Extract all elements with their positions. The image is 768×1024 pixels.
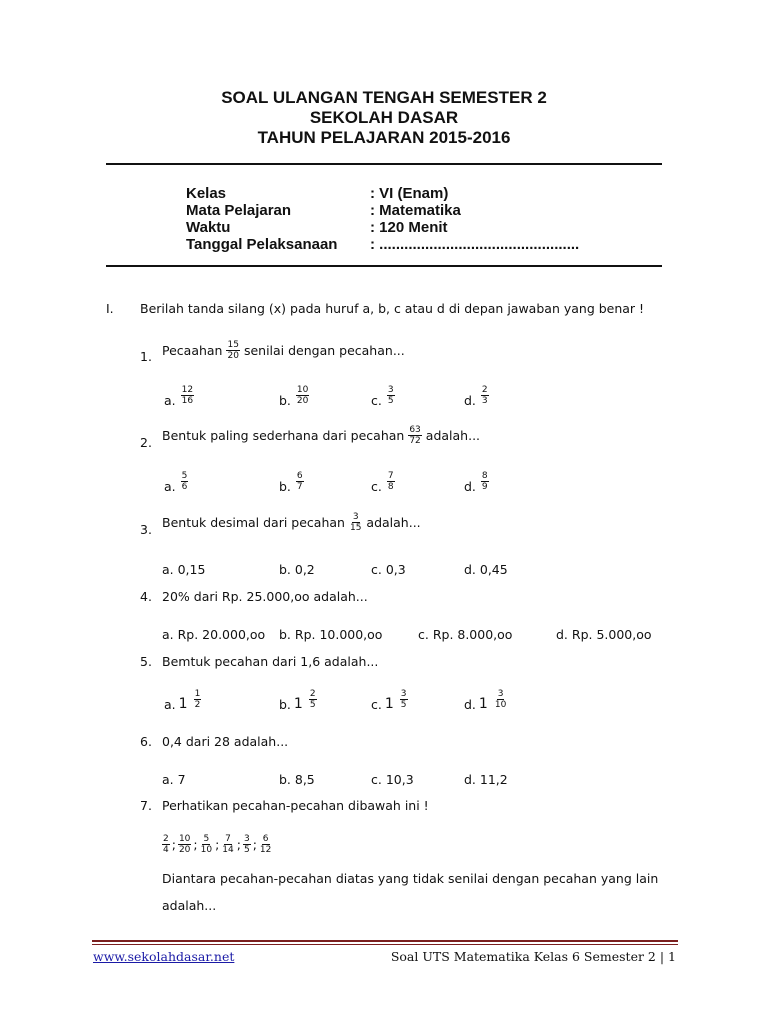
q7-separator: ; [236, 837, 241, 852]
q7-fraction-2: $\frac{10}{20}$ [178, 834, 191, 855]
info-label-waktu: Waktu [186, 219, 231, 236]
q1-post: senilai dengan pecahan... [243, 343, 405, 358]
q3-option-c[interactable]: c. 0,3 [371, 562, 406, 577]
q5-text: Bemtuk pecahan dari 1,6 adalah... [162, 654, 379, 669]
q1-option-b[interactable]: b. $\frac{10}{20}$ [279, 385, 309, 408]
q3-text [162, 512, 421, 533]
q6-number: 6. [140, 734, 152, 749]
q5-option-a[interactable]: a. 1 $\frac{1}{2}$ [164, 689, 201, 712]
q7-fraction-5: $\frac{3}{5}$ [243, 834, 250, 855]
footer-page-info: Soal UTS Matematika Kelas 6 Semester 2 | 1 [390, 949, 676, 964]
q7-separator: ; [215, 837, 220, 852]
footer-rule-thin [92, 944, 678, 945]
title-line-3: TAHUN PELAJARAN 2015-2016 [257, 128, 511, 147]
q7-text: Perhatikan pecahan-pecahan dibawah ini ! [162, 798, 429, 813]
q1-number: 1. [140, 349, 152, 364]
q7-fraction-4: $\frac{7}{14}$ [222, 834, 234, 855]
q7-separator: ; [252, 837, 257, 852]
q6-option-c[interactable]: c. 10,3 [371, 772, 414, 787]
info-value-kelas: : VI (Enam) [370, 185, 449, 202]
q4-option-c[interactable]: c. Rp. 8.000,oo [418, 627, 513, 642]
q2-pre: Bentuk paling sederhana dari pecahan [162, 428, 405, 443]
q7-number: 7. [140, 798, 152, 813]
q3-post: adalah... [366, 515, 421, 530]
section-number: I. [106, 301, 114, 316]
footer-rule [92, 940, 678, 942]
q5-option-b[interactable]: b. 1 $\frac{2}{5}$ [279, 689, 316, 712]
q4-text: 20% dari Rp. 25.000,oo adalah... [162, 589, 368, 604]
q2-text [162, 425, 480, 446]
q3-option-a[interactable]: a. 0,15 [162, 562, 206, 577]
q6-option-b[interactable]: b. 8,5 [279, 772, 315, 787]
q4-option-d[interactable]: d. Rp. 5.000,oo [556, 627, 652, 642]
q3-fraction: $\frac{3}{15}$ [349, 512, 362, 533]
q7-line-2: adalah... [162, 898, 217, 913]
q3-option-b[interactable]: b. 0,2 [279, 562, 315, 577]
q7-fraction-3: $\frac{5}{10}$ [200, 834, 213, 855]
q1-fraction: $\frac{15}{20}$ [227, 340, 239, 361]
header-rule-bottom [106, 265, 662, 267]
q2-fraction: $\frac{63}{72}$ [409, 425, 421, 446]
info-label-tanggal: Tanggal Pelaksanaan [186, 236, 338, 253]
info-label-mapel: Mata Pelajaran [186, 202, 292, 219]
section-instruction: Berilah tanda silang (x) pada huruf a, b, c atau d di depan jawaban yang benar ! [140, 301, 645, 316]
info-values [370, 185, 579, 253]
q4-option-a[interactable]: a. Rp. 20.000,oo [162, 627, 266, 642]
q7-line-1: Diantara pecahan-pecahan diatas yang tidak senilai dengan pecahan yang lain [162, 871, 659, 886]
q2-number: 2. [140, 435, 152, 450]
q6-text: 0,4 dari 28 adalah... [162, 734, 289, 749]
q1-option-a[interactable]: a. $\frac{12}{16}$ [164, 385, 194, 408]
info-label-kelas: Kelas [186, 185, 227, 202]
q7-separator: ; [193, 837, 198, 852]
title-line-2: SEKOLAH DASAR [309, 108, 459, 127]
q3-number: 3. [140, 522, 152, 537]
q2-option-c[interactable]: c. $\frac{7}{8}$ [371, 471, 394, 494]
footer-website-link[interactable]: www.sekolahdasar.net [93, 949, 235, 964]
q3-pre: Bentuk desimal dari pecahan [162, 515, 345, 530]
q5-option-c[interactable]: c. 1 $\frac{3}{5}$ [371, 689, 407, 712]
q2-option-a[interactable]: a. $\frac{5}{6}$ [164, 471, 188, 494]
q2-option-b[interactable]: b. $\frac{6}{7}$ [279, 471, 303, 494]
q4-option-b[interactable]: b. Rp. 10.000,oo [279, 627, 383, 642]
q1-text [162, 340, 405, 361]
q2-post: adalah... [425, 428, 481, 443]
q6-option-a[interactable]: a. 7 [162, 772, 186, 787]
info-value-mapel: : Matematika [370, 202, 461, 219]
q4-number: 4. [140, 589, 152, 604]
header-rule-top [106, 163, 662, 165]
q6-option-d[interactable]: d. 11,2 [464, 772, 508, 787]
q1-option-d[interactable]: d. $\frac{2}{3}$ [464, 385, 488, 408]
info-value-waktu: : 120 Menit [370, 219, 448, 236]
q7-fraction-1: $\frac{2}{4}$ [163, 834, 169, 855]
q7-fraction-6: $\frac{6}{12}$ [259, 834, 272, 855]
q2-option-d[interactable]: d. $\frac{8}{9}$ [464, 471, 488, 494]
q5-option-d[interactable]: d. 1 $\frac{3}{10}$ [464, 689, 507, 712]
q1-option-c[interactable]: c. $\frac{3}{5}$ [371, 385, 394, 408]
info-value-tanggal: : ................................................ [370, 236, 580, 253]
q1-pre: Pecaahan [162, 343, 223, 358]
q7-fraction-list [160, 834, 274, 855]
info-labels [186, 185, 337, 253]
q7-separator: ; [171, 837, 176, 852]
q3-option-d[interactable]: d. 0,45 [464, 562, 508, 577]
title-line-1: SOAL ULANGAN TENGAH SEMESTER 2 [221, 88, 547, 107]
q5-number: 5. [140, 654, 152, 669]
